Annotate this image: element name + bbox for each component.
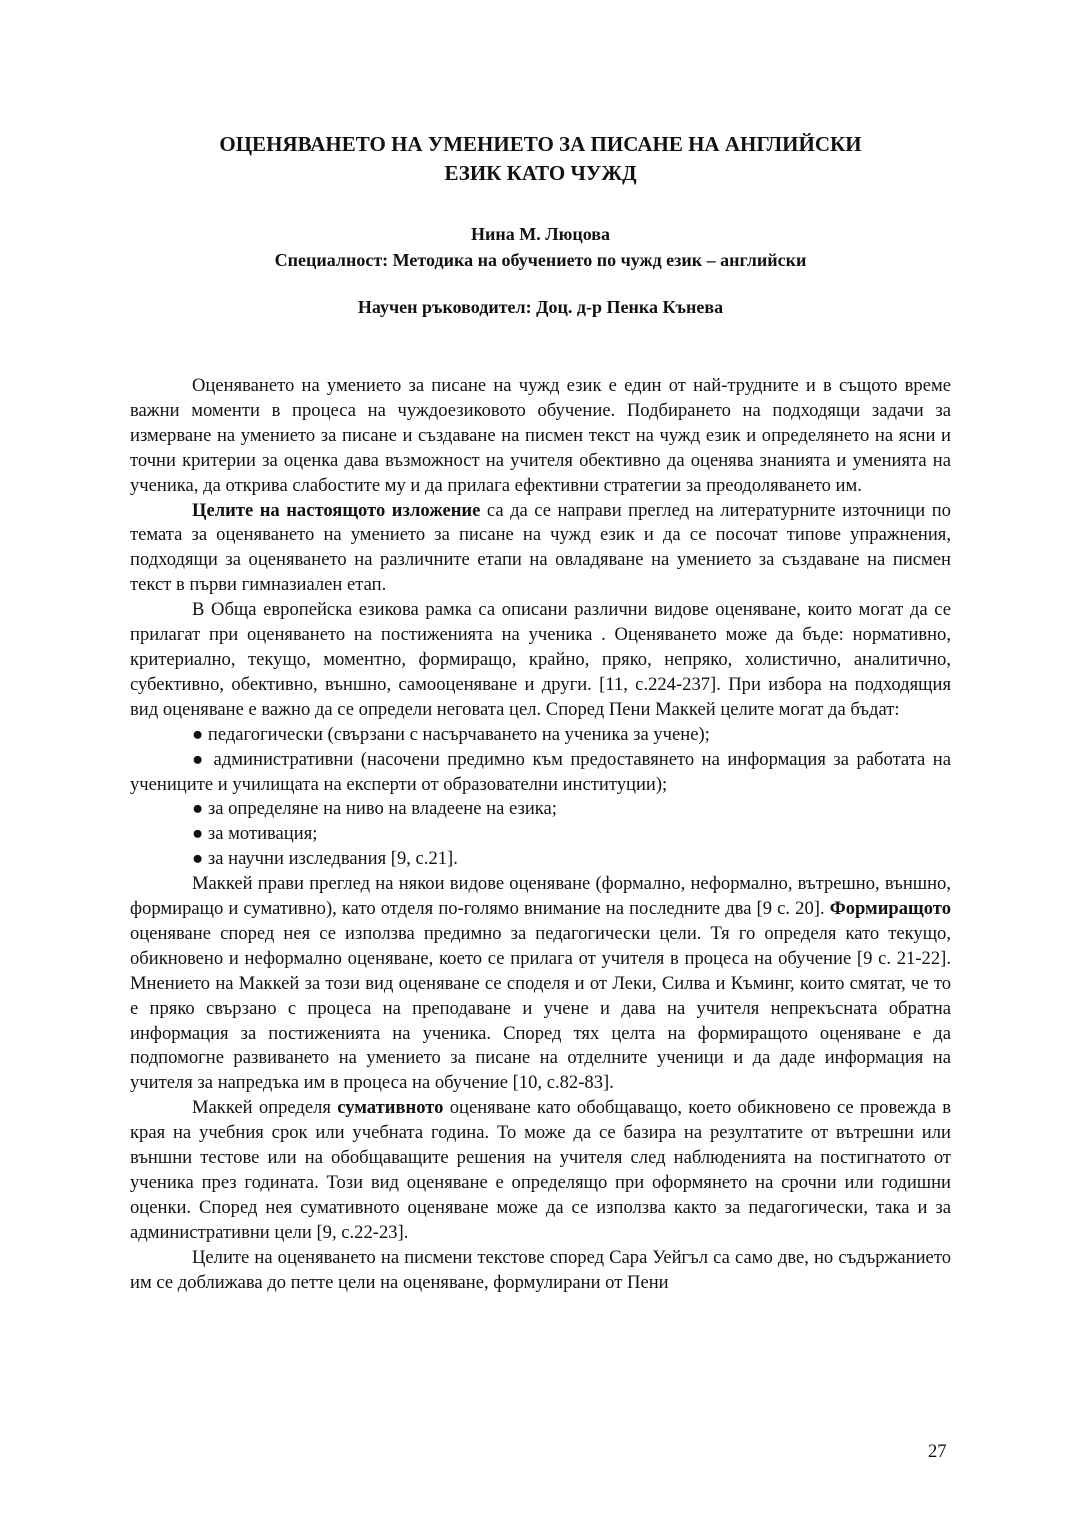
- paragraph-summative: [130, 1096, 951, 1245]
- title-line-1: ОЦЕНЯВАНЕТО НА УМЕНИЕТО ЗА ПИСАНЕ НА АНГЛИЙСКИ: [219, 132, 862, 156]
- scientific-advisor: Научен ръководител: Доц. д-р Пенка Кънева: [357, 297, 724, 317]
- paragraph-intro: Оценяването на умението за писане на чужд език е един от най-трудните и в същото време важни моменти в процеса на чуждоезиковото обучение. Подбирането на подходящи задачи за измерване на умението за писане и създаване на писмен текст на чужд език и определянето на ясни и точни критерии за оценка дава възможност на учителя обективно да оценява знанията и уменията на ученика, да открива слабостите му и да прилага ефективни стратегии за преодоляването им.: [130, 375, 951, 496]
- bullet-item-level: ● за определяне на ниво на владеене на езика;: [192, 798, 557, 820]
- paragraph-goals: [130, 499, 951, 599]
- formative-emphasis: Формиращото: [829, 898, 951, 920]
- summative-text: оценяване като обобщаващо, което обикновено се провежда в края на учебния срок или учебната година. То може да се базира на резултатите от вътрешни или външни тестове или на обобщаващите решения на учителя след наблюденията на постигнатото от ученика през годината. Този вид оценяване е определящо при оформянето на срочни или годишни оценки. Според нея сумативното оценяване може да се използва както за педагогически, така и за административни цели [9, с.22-23].: [130, 1097, 951, 1243]
- title-line-2: ЕЗИК КАТО ЧУЖД: [444, 161, 637, 185]
- formative-text: оценяване според нея се използва предимно за педагогически цели. Тя го определя като текущо, обикновено и неформално оценяване, което се прилага от учителя в процеса на обучение [9 с. 21-22]. Мнението на Маккей за този вид оценяване се споделя и от Леки, Силва и Къминг, които смятат, че то е пряко свързано с процеса на преподаване и учене и дава на учителя непрекъсната обратна информация за постиженията на ученика. Според тях целта на формиращото оценяване е да подпомогне развиването на умението за писане на отделните ученици и да даде информация на учителя за напредъка им в процеса на обучение [10, с.82-83].: [130, 922, 951, 1094]
- formative-intro: Маккей прави преглед на някои видове оценяване (формално, неформално, вътрешно, външно, формиращо и сумативно), като отделя по-голямо внимание на последните два [9 с. 20].: [130, 873, 951, 920]
- bullet-item-research: ● за научни изследвания [9, с.21].: [192, 848, 458, 870]
- goals-text: са да се направи преглед на литературните източници по темата за оценяването на умението за писане на чужд език и да се посочат типове упражнения, подходящи за оценяването на различните етапи на овладяване на умението за създаване на писмен текст в първи гимназиален етап.: [130, 499, 951, 596]
- paragraph-formative: [130, 872, 951, 1096]
- author-block: [130, 221, 951, 273]
- paragraph-weigle: Целите на оценяването на писмени текстове според Сара Уейгъл са само две, но съдържанието им се доближава до петте цели на оценяване, формулирани от Пени: [130, 1246, 951, 1293]
- page-number: 27: [928, 1441, 947, 1462]
- author-name: Нина М. Люцова: [470, 224, 611, 244]
- paragraph-cefr: В Обща европейска езикова рамка са описани различни видове оценяване, които могат да се прилагат при оценяването на постиженията на ученика . Оценяването може да бъде: нормативно, критериално, текущо, моментно, формиращо, крайно, пряко, непряко, холистично, аналитично, субективно, обективно, външно, самооценяване и други. [11, с.224-237]. При избора на подходящия вид оценяване е важно да се определи неговата цел. Според Пени Маккей целите могат да бъдат:: [130, 599, 951, 720]
- bullet-item-pedagogical: ● педагогически (свързани с насърчаването на ученика за учене);: [192, 723, 710, 745]
- document-page: [130, 130, 951, 1296]
- author-specialty: Специалност: Методика на обучението по чужд език – английски: [274, 250, 807, 270]
- document-title: [130, 130, 951, 188]
- bullet-item-administrative: ● административни (насочени предимно към предоставянето на информация за работата на учениците и училищата на експерти от образователни институции);: [130, 748, 951, 795]
- summative-intro: Маккей определя: [192, 1097, 338, 1119]
- bullet-item-motivation: ● за мотивация;: [192, 823, 318, 845]
- goals-emphasis: Целите на настоящото изложение: [192, 499, 481, 521]
- article-body: [130, 374, 951, 1296]
- summative-emphasis: сумативното: [337, 1097, 444, 1119]
